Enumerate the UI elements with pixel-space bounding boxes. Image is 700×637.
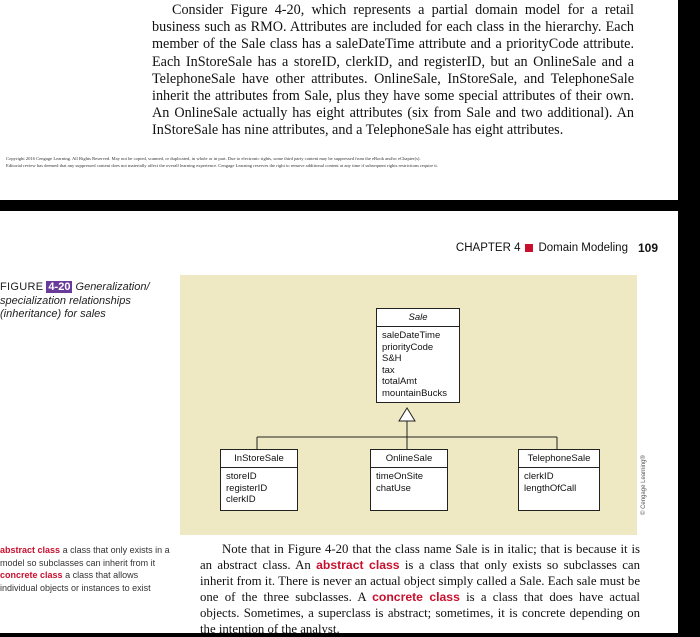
glossary-term: abstract class <box>0 545 61 555</box>
class-name: InStoreSale <box>221 450 297 468</box>
glossary-term: concrete class <box>0 570 63 580</box>
class-name: OnlineSale <box>371 450 447 468</box>
section-title: Domain Modeling <box>538 242 628 254</box>
attribute: priorityCode <box>382 341 434 353</box>
attribute: totalAmt <box>382 376 417 387</box>
attribute: lengthOfCall <box>524 482 577 494</box>
attribute: mountainBucks <box>382 387 447 399</box>
chapter-label: CHAPTER 4 <box>455 242 521 254</box>
figure-number: 4-20 <box>48 281 71 293</box>
previous-page <box>0 0 678 200</box>
figure-credit: © Cengage Learning® <box>641 455 647 515</box>
class-box-telephonesale <box>518 449 600 511</box>
body-text: is a class that does have actual objects. Sometimes, a superclass is abstract; sometimes, it is concrete depending on the intention of the analyst. <box>200 590 640 636</box>
copyright-line-2: Editorial review has deemed that any suppressed content does not materially affect the overall learning experience. Cengage Learning reserves the right to remove additional content at any time if subsequent rights restrictions require it. <box>6 163 438 168</box>
class-name: TelephoneSale <box>519 450 599 468</box>
attribute: timeOnSite <box>376 471 423 482</box>
figure-caption-text: Generalization/ specialization relationships (inheritance) for sales <box>0 281 150 320</box>
key-term-abstract-class: abstract class <box>316 558 400 572</box>
copyright-notice <box>6 155 670 169</box>
glossary-definition: a class that only exists in a model so subclasses can inherit from it <box>0 545 170 568</box>
copyright-line-1: Copyright 2016 Cengage Learning. All Rights Reserved. May not be copied, scanned, or duplicated, in whole or in part. Due to electronic rights, some third party content may be suppressed from the eBook and/or eChapter(s). <box>6 156 421 161</box>
class-box-instoresale <box>220 449 298 511</box>
body-text: is a class that only exists so subclasses can inherit from it. There is never an actual object simply called a Sale. Each sale must be one of the three subclasses. A <box>200 558 640 604</box>
attribute: tax <box>382 364 395 376</box>
glossary-definition: a class that allows individual objects or instances to exist <box>0 570 151 593</box>
figure-prefix: FIGURE <box>0 281 44 293</box>
class-box-onlinesale <box>370 449 448 511</box>
running-header <box>456 241 658 255</box>
class-box-sale <box>376 308 460 403</box>
attribute: clerkID <box>524 471 554 482</box>
figure-caption <box>0 281 160 322</box>
uml-class-diagram <box>180 275 637 535</box>
class-attributes <box>371 468 447 497</box>
attribute: storeID <box>226 471 257 482</box>
margin-glossary <box>0 544 172 594</box>
paragraph-text: Consider Figure 4-20, which represents a partial domain model for a retail business such as RMO. Attributes are included for each class in the hierarchy. Each member of the Sale class has a saleDateTime attribute and a priorityCode attribute. Each InStoreSale has a storeID, clerkID, and registerID, but an OnlineSale and a TelephoneSale have other attributes. OnlineSale, InStoreSale, and TelephoneSale inherit the attributes from Sale, plus they have some special attributes of their own. An OnlineSale actually has eight attributes (six from Sale and two additional). An InStoreSale has nine attributes, and a TelephoneSale has eight attributes. <box>152 2 634 139</box>
class-name: Sale <box>377 309 459 327</box>
attribute: S&H <box>382 353 402 364</box>
glossary-concrete-class <box>0 569 172 594</box>
paragraph-figure-intro <box>152 2 634 140</box>
class-attributes <box>377 327 459 402</box>
class-attributes <box>519 468 599 497</box>
glossary-abstract-class <box>0 544 172 569</box>
attribute: saleDateTime <box>382 330 441 341</box>
class-attributes <box>221 468 297 509</box>
key-term-concrete-class: concrete class <box>372 590 460 604</box>
current-page <box>0 211 678 636</box>
attribute: registerID <box>226 482 268 494</box>
body-paragraph <box>200 541 640 637</box>
body-text: Note that in Figure 4-20 that the class name Sale is in italic; that is because it is an abstract class. An <box>200 542 640 572</box>
red-square-icon <box>525 244 533 252</box>
page-number: 109 <box>637 241 658 255</box>
attribute: clerkID <box>226 494 256 505</box>
attribute: chatUse <box>376 482 411 494</box>
